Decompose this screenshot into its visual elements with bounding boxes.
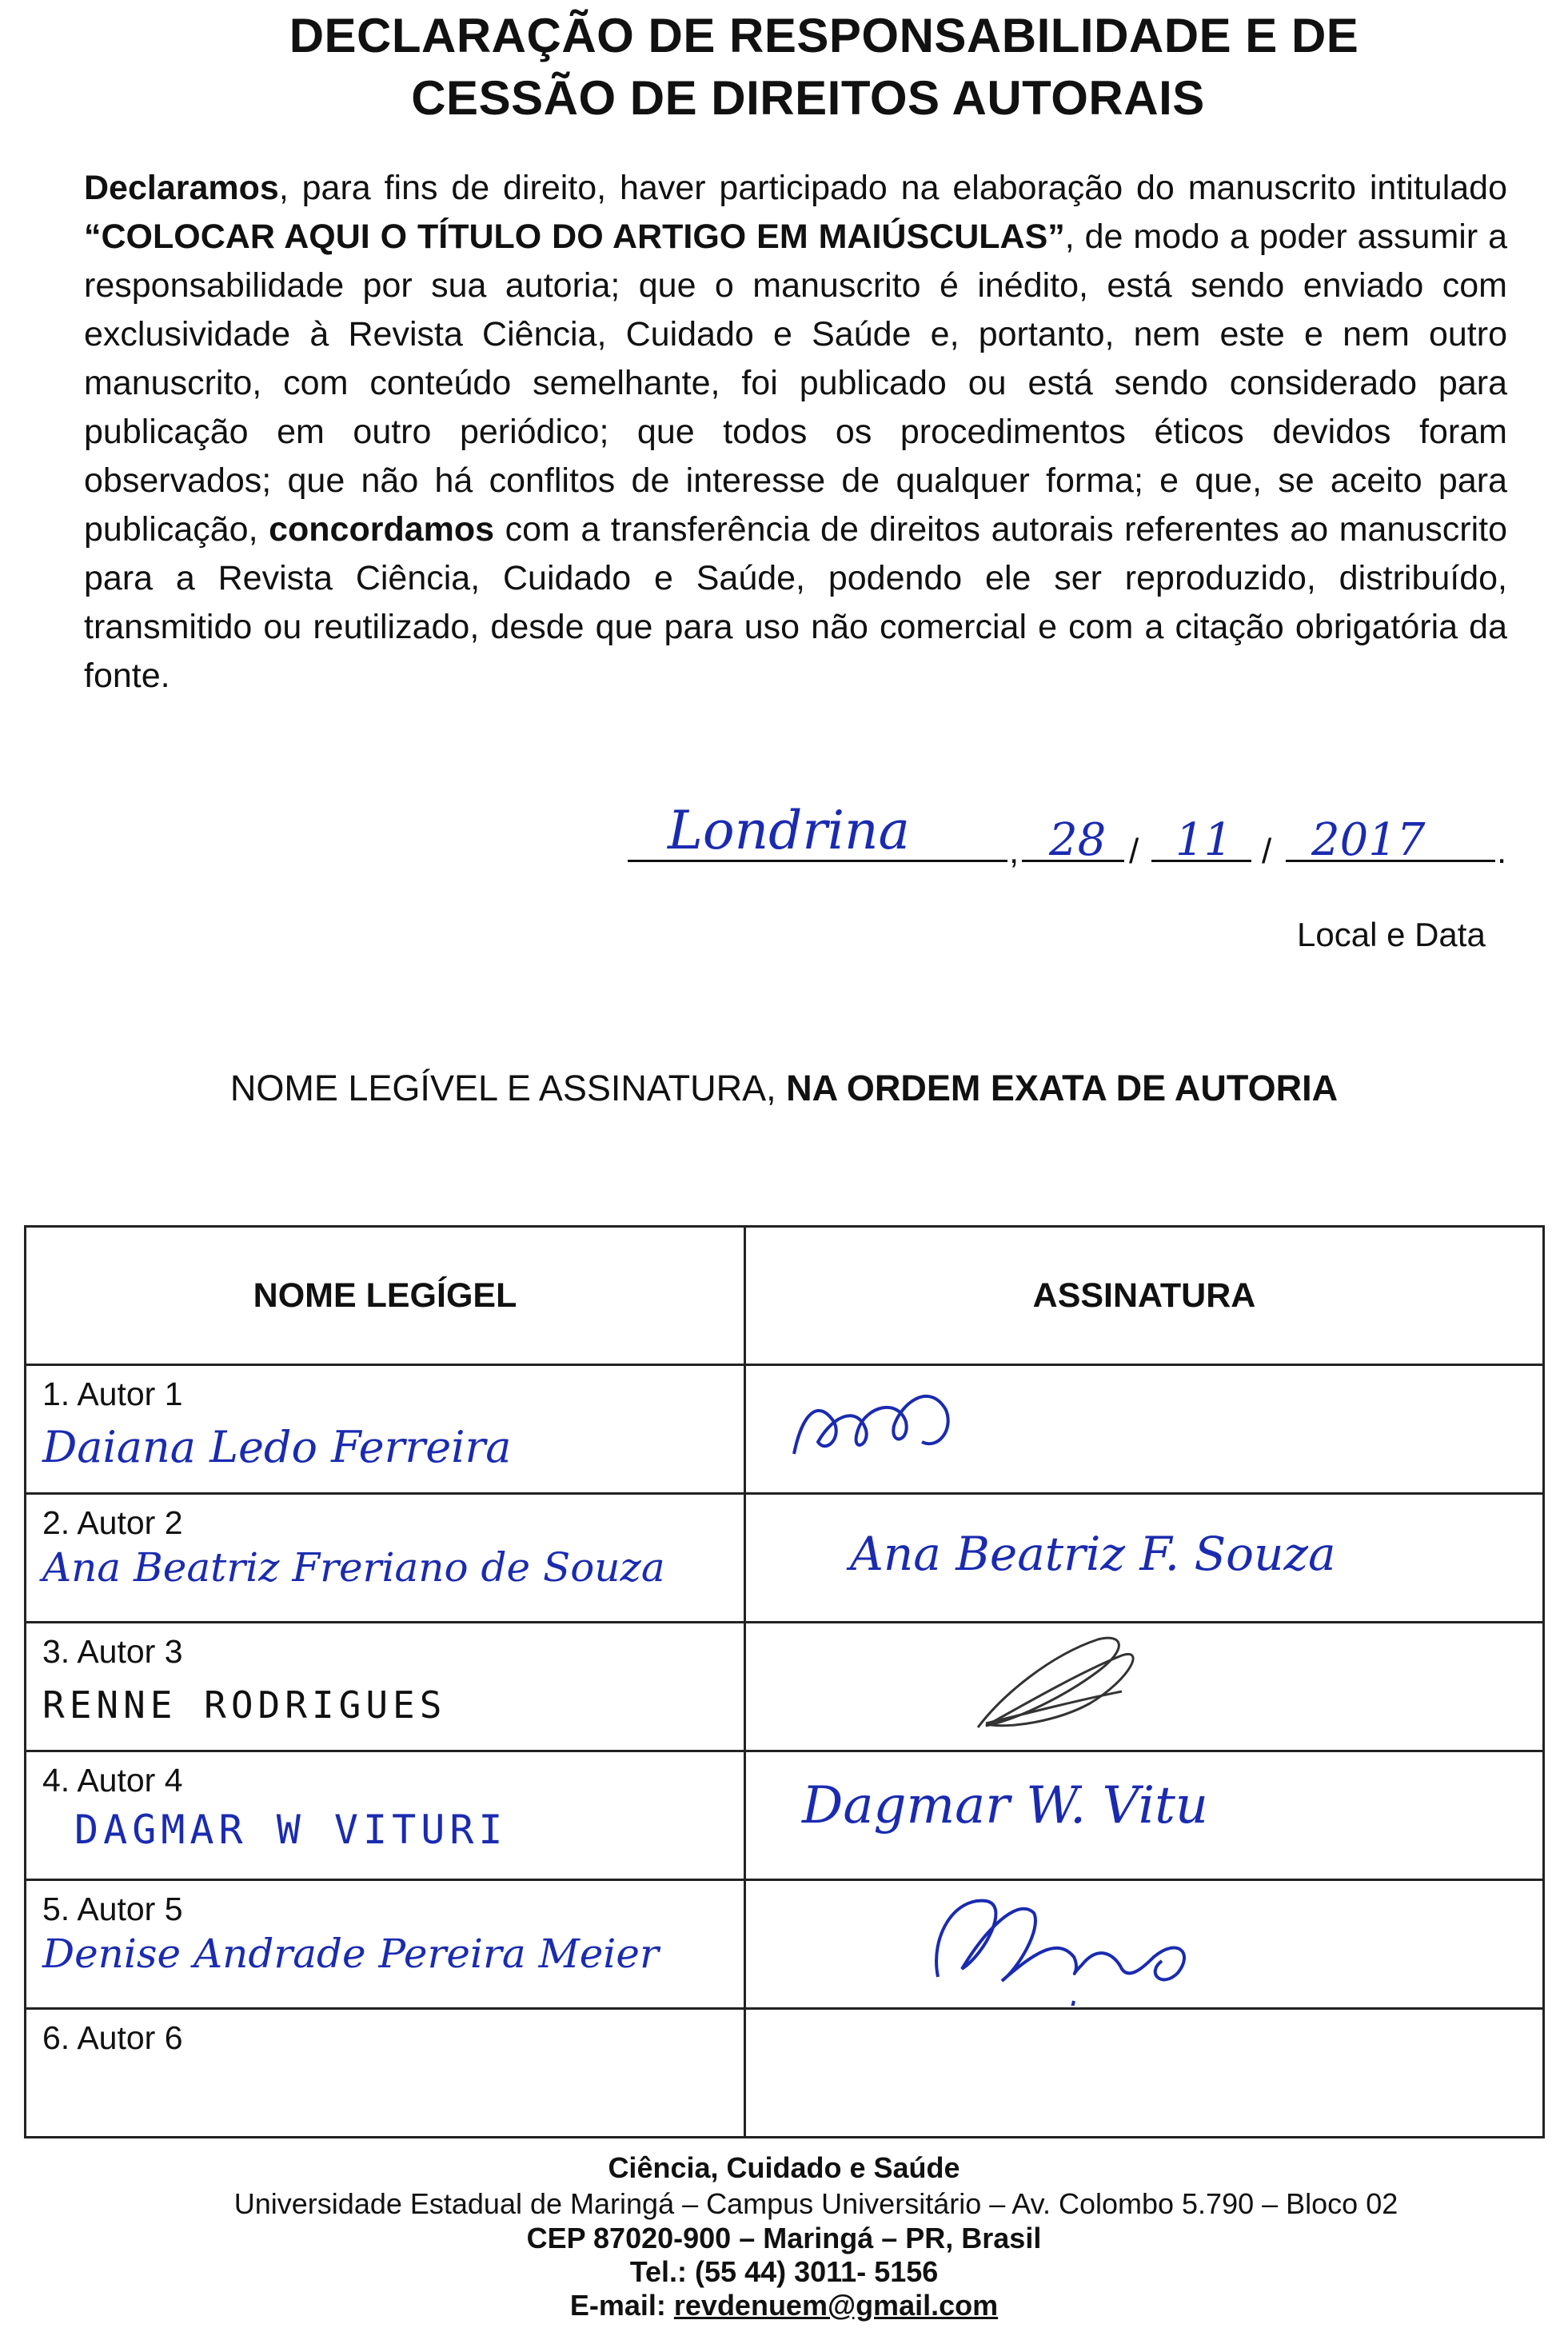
author-name-handwritten: RENNE RODRIGUES — [42, 1683, 447, 1727]
declaration-part-3: com a transferência de direitos autorais referentes ao manuscrito para a Revista Ciência, Cuidado e Saúde, podendo ele ser reproduzido, distribuído, transmitido ou reutilizado, desde que para uso não comercial e com a citação obrigatória da fonte. — [84, 510, 1507, 695]
author-name-handwritten: DAGMAR W VITURI — [74, 1807, 508, 1853]
declaration-agree: concordamos — [269, 510, 495, 549]
declaration-part-2: , de modo a poder assumir a responsabilidade por sua autoria; que o manuscrito é inédito, está sendo enviado com exclusividade à Revista Ciência, Cuidado e Saúde e, portanto, nem este e nem outro manuscrito, com conteúdo semelhante, foi publicado ou está sendo considerado para publicação em outro periódico; que todos os procedimentos éticos devidos foram observados; que não há conflitos de interesse de qualquer forma; e que, se aceito para publicação, — [84, 218, 1507, 549]
name-cell — [26, 1623, 745, 1751]
table-row — [26, 1880, 1544, 2009]
declaration-paragraph — [84, 164, 1507, 701]
name-cell — [26, 1880, 745, 2009]
manuscript-title-placeholder: “COLOCAR AQUI O TÍTULO DO ARTIGO EM MAIÚSCULAS” — [84, 218, 1065, 256]
author-name-handwritten: Ana Beatriz Freriano de Souza — [42, 1544, 665, 1591]
name-cell — [26, 1365, 745, 1494]
footer-cep: CEP 87020-900 – Maringá – PR, Brasil — [526, 2222, 1042, 2254]
place-date-label: Local e Data — [1297, 916, 1486, 953]
document-title-line-1: DECLARAÇÃO DE RESPONSABILIDADE E DE — [289, 9, 1359, 62]
signature-heading-normal: NOME LEGÍVEL E ASSINATURA, — [229, 1068, 787, 1108]
author-name-handwritten: Denise Andrade Pereira Meier — [42, 1931, 659, 1977]
footer-address: Universidade Estadual de Maringá – Campus Universitário – Av. Colombo 5.790 – Bloco 02 — [233, 2187, 1398, 2220]
table-row — [26, 2009, 1544, 2138]
day-handwritten: 28 — [1049, 814, 1107, 866]
name-cell — [26, 2009, 745, 2138]
declaration-part-1: , para fins de direito, haver participado na elaboração do manuscrito intitulado — [278, 169, 1507, 207]
name-cell — [26, 1494, 745, 1623]
signature-scribble-1 — [746, 1366, 1546, 1491]
declaration-lead: Declaramos — [84, 169, 279, 207]
name-cell — [26, 1751, 745, 1880]
signature-scribble-5 — [746, 1881, 1546, 2006]
author-label: 5. Autor 5 — [42, 1891, 183, 1927]
footer-phone: Tel.: (55 44) 3011- 5156 — [629, 2255, 939, 2288]
table-row — [26, 1751, 1544, 1880]
author-signature-handwritten: Ana Beatriz F. Souza — [850, 1527, 1336, 1581]
footer-journal-name: Ciência, Cuidado e Saúde — [608, 2151, 960, 2184]
table-row — [26, 1494, 1544, 1623]
author-label: 1. Autor 1 — [42, 1376, 183, 1412]
signature-section-heading — [0, 1068, 1568, 1109]
signature-scribble-3 — [746, 1623, 1546, 1748]
author-label: 3. Autor 3 — [42, 1633, 183, 1670]
signature-cell — [745, 2009, 1544, 2138]
author-signature-handwritten: Dagmar W. Vitu — [802, 1776, 1208, 1835]
author-label: 6. Autor 6 — [42, 2019, 183, 2056]
signature-cell — [745, 1365, 1544, 1494]
signature-cell — [745, 1880, 1544, 2009]
author-name-handwritten: Daiana Ledo Ferreira — [42, 1422, 512, 1472]
column-header-signature: ASSINATURA — [745, 1227, 1544, 1365]
table-row — [26, 1623, 1544, 1751]
month-handwritten: 11 — [1175, 814, 1233, 866]
footer-email-link[interactable]: revdenuem@gmail.com — [673, 2289, 999, 2322]
authors-signature-table — [24, 1225, 1545, 2138]
table-header-row — [26, 1227, 1544, 1365]
place-handwritten: Londrina — [668, 800, 910, 861]
signature-heading-bold: NA ORDEM EXATA DE AUTORIA — [786, 1068, 1339, 1108]
place-comma: , — [1009, 832, 1019, 871]
footer-email-line — [0, 2289, 1568, 2322]
date-slash-2: / — [1262, 832, 1272, 871]
year-handwritten: 2017 — [1311, 814, 1426, 866]
signature-cell — [745, 1751, 1544, 1880]
signature-cell — [745, 1623, 1544, 1751]
author-label: 4. Autor 4 — [42, 1762, 183, 1799]
table-row — [26, 1365, 1544, 1494]
author-label: 2. Autor 2 — [42, 1504, 183, 1541]
date-slash-1: / — [1129, 832, 1139, 871]
date-end-period: . — [1497, 832, 1507, 871]
signature-cell — [745, 1494, 1544, 1623]
document-title-line-2: CESSÃO DE DIREITOS AUTORAIS — [411, 71, 1205, 125]
footer-email-label: E-mail: — [569, 2289, 674, 2322]
column-header-name: NOME LEGÍGEL — [26, 1227, 745, 1365]
